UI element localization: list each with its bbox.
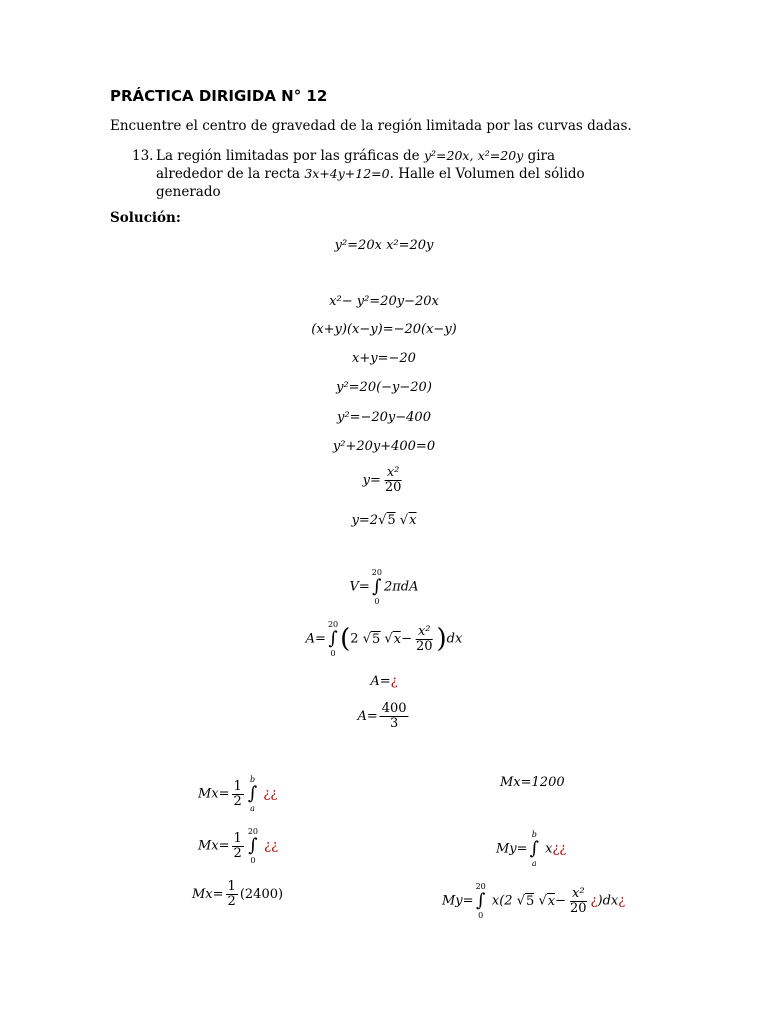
moment-my-integral: My= 20 ∫ 0 x(2 √5 √x− $\frac{\text{x²}}{20}$ ¿)dx¿ (442, 882, 626, 920)
integral-icon: 20 ∫ 0 (475, 882, 486, 920)
moment-mx-limits: Mx= $\frac{1}{2}$ 20 ∫ 0 ¿¿ (198, 827, 279, 865)
fraction: $\frac{1}{2}$ (227, 879, 236, 909)
left-paren-icon: ( (340, 624, 351, 654)
equation-y-fraction (363, 466, 406, 495)
equation-area-red: A=¿ (370, 674, 398, 689)
moment-mx-result: Mx=1200 (500, 775, 565, 790)
right-paren-icon: ) (436, 624, 447, 654)
problem-text-a: La región limitadas por las gráficas de (156, 148, 420, 164)
equation-quadratic: y²+20y+400=0 (332, 439, 436, 454)
differential: dx (446, 631, 463, 647)
equation-curves: y²=20x x²=20y (334, 238, 434, 253)
equation-expanded: y²=−20y−400 (337, 410, 431, 425)
coef: 2 (350, 631, 359, 647)
page-title: PRÁCTICA DIRIGIDA N° 12 (110, 87, 328, 105)
fraction: $\frac{400}{3}$ (381, 701, 407, 731)
fraction: $\frac{\text{x²}}{20}$ (569, 885, 587, 916)
problem-text-e: generado (156, 184, 221, 200)
integral-icon: 20 ∫ 0 (327, 620, 339, 658)
problem-text-c: alrededor de la recta (156, 166, 301, 182)
equation-volume (350, 568, 419, 606)
integrand: 2πdA (383, 579, 419, 595)
unrendered-glyph: ¿ (390, 674, 398, 689)
fraction: $\frac{\text{x²}}{20}$ (415, 623, 433, 654)
rotation-line: 3x+4y+12=0 (304, 166, 390, 181)
problem-number: 13. (132, 148, 154, 164)
lhs: y=2 (351, 513, 379, 528)
sqrt-icon: √ (399, 513, 409, 528)
curve-1: y²=20x, (423, 148, 474, 163)
integral-icon: 20 ∫ 0 (247, 827, 259, 865)
equation-area-result: A= $\frac{400}{3}$ (357, 701, 407, 731)
equation-y-root (352, 513, 417, 528)
integral-icon: 20 ∫ 0 (371, 568, 382, 606)
denominator: 20 (384, 480, 402, 495)
fraction: $\frac{1}{2}$ (233, 830, 242, 861)
problem-text-d: . Halle el Volumen del sólido (389, 166, 585, 182)
lhs: A= (305, 631, 326, 647)
intro-text: Encuentre el centro de gravedad de la región limitada por las curvas dadas. (110, 118, 632, 134)
equation-factored: (x+y)(x−y)=−20(x−y) (311, 322, 457, 337)
problem-text-b: gira (527, 148, 556, 164)
integral-icon: b ∫ a (247, 775, 258, 813)
equation-difference: x²− y²=20y−20x (329, 294, 439, 309)
equation-area-integral: A= 20 ∫ 0 (2 √5 √x− $\frac{\text{x²}}{20}$ )dx (305, 620, 463, 658)
integral-icon: b ∫ a (529, 830, 539, 868)
moment-my-general: My= b ∫ a x¿¿ (496, 830, 567, 868)
curve-2: x²=20y (477, 148, 524, 163)
numerator: x² (386, 465, 400, 480)
moment-mx-value: Mx= $\frac{1}{2}$ (2400) (192, 879, 284, 909)
solution-label: Solución: (110, 210, 181, 226)
lhs: y= (362, 473, 381, 488)
fraction: $\frac{1}{2}$ (233, 778, 242, 809)
fraction (383, 466, 404, 495)
sqrt-icon: √ (378, 513, 387, 528)
moment-mx-general: Mx= $\frac{1}{2}$ b ∫ a ¿¿ (198, 775, 278, 813)
equation-sum: x+y=−20 (352, 351, 416, 366)
lhs: V= (349, 579, 370, 595)
radicand: x (409, 513, 417, 528)
radicand: 5 (387, 513, 396, 528)
problem-13 (132, 147, 652, 201)
equation-substituted: y²=20(−y−20) (336, 380, 432, 395)
